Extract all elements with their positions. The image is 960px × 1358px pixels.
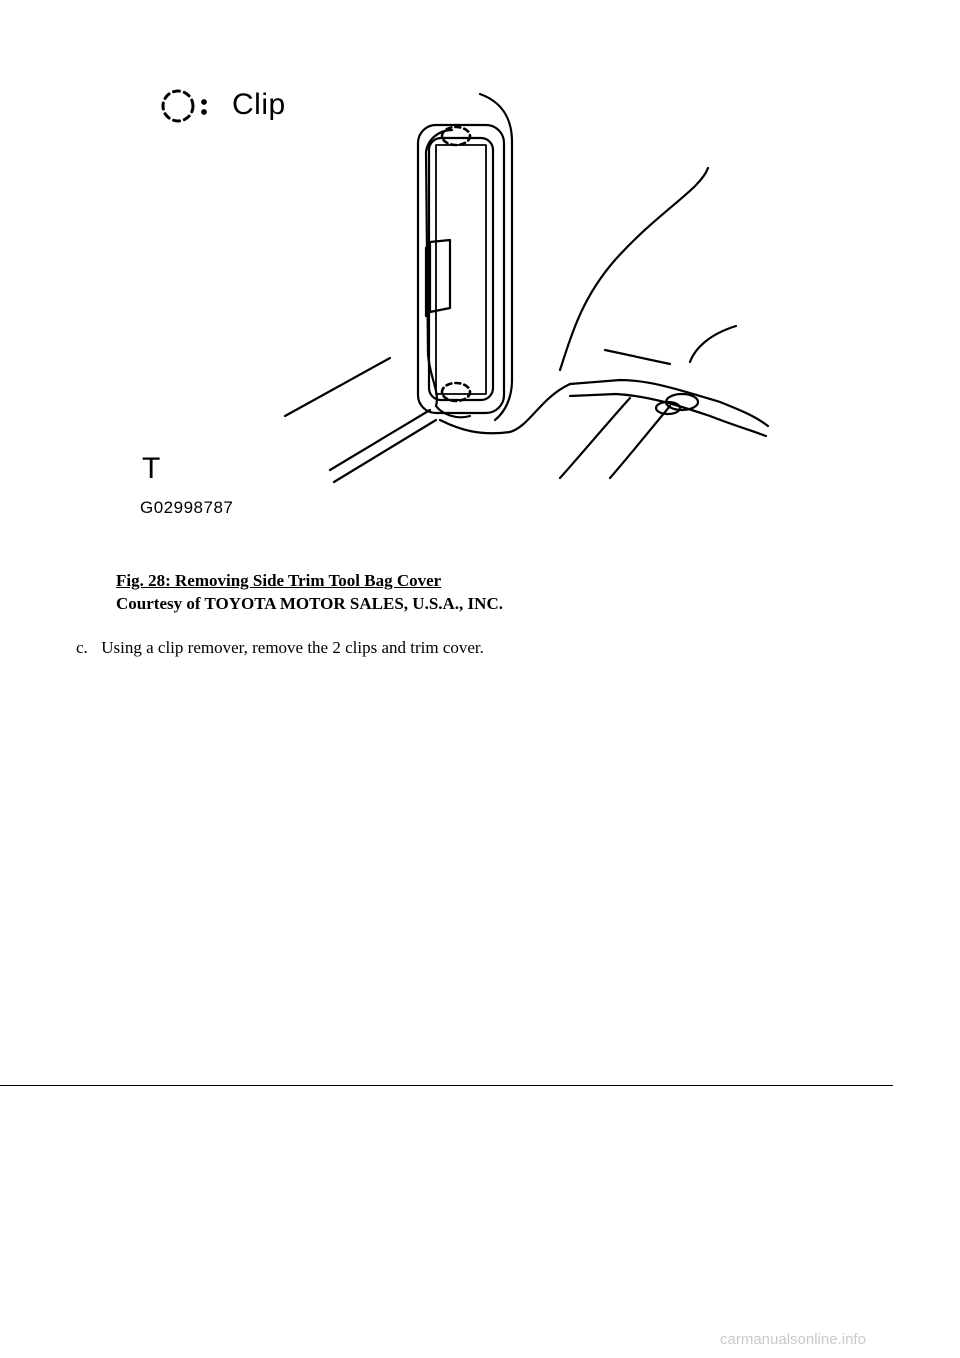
wall-line [285,358,390,416]
step-marker: c. [76,638,88,657]
trim-cover-recess [436,145,486,394]
floor-line-lower [334,420,436,482]
trim-cover-illustration [140,80,780,520]
removal-diagram [140,80,780,520]
legend-label: Clip [232,88,286,121]
trim-cover-inner-ring [429,138,493,400]
pillar-outer-edge [480,94,512,420]
seat-edge-line-2 [610,406,670,478]
site-watermark: carmanualsonline.info [720,1331,866,1348]
body-contour-curve [690,326,736,362]
top-clip-icon [442,127,470,145]
caption-courtesy: Courtesy of TOYOTA MOTOR SALES, U.S.A., INC. [116,594,503,613]
figure-code: G02998787 [140,498,234,517]
figure-caption [116,569,503,615]
body-contour-short [605,350,670,364]
legend-colon-dot [202,100,206,104]
pillar-bottom-curve [436,406,470,417]
body-contour [560,168,708,370]
step-text: Using a clip remover, remove the 2 clips and trim cover. [101,638,484,657]
cover-grip [430,240,450,312]
procedure-step [76,638,484,658]
legend-colon-dot [202,110,206,114]
view-mark: T [142,452,161,485]
floor-line-upper [330,410,430,470]
bottom-clip-icon [442,383,470,401]
caption-title: Fig. 28: Removing Side Trim Tool Bag Cover [116,571,442,590]
footer-divider [0,1085,893,1086]
legend-clip-icon [163,91,193,121]
